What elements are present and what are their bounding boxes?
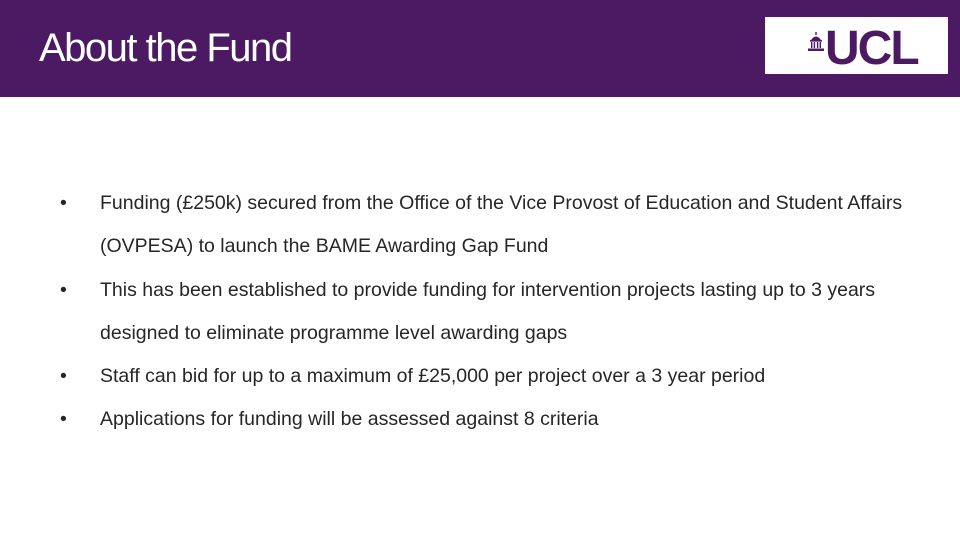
bullet-text: Applications for funding will be assessed against 8 criteria — [100, 408, 599, 431]
logo-text: UCL — [825, 22, 918, 75]
bullet-marker: • — [60, 365, 67, 388]
bullet-item — [60, 398, 920, 441]
bullet-marker: • — [60, 278, 67, 301]
slide-header — [0, 0, 960, 97]
bullet-item — [60, 269, 920, 356]
bullet-marker: • — [60, 408, 67, 431]
portico-icon — [807, 32, 825, 52]
bullet-item — [60, 182, 920, 269]
bullet-text: This has been established to provide funding for intervention projects lasting up to 3 years designed to eliminate programme level awarding gaps — [100, 278, 876, 344]
ucl-logo — [765, 17, 948, 74]
bullet-text: Funding (£250k) secured from the Office of the Vice Provost of Education and Student Affairs (OVPESA) to launch the BAME Awarding Gap Fund — [100, 192, 903, 258]
bullet-list — [60, 182, 920, 442]
bullet-item — [60, 355, 920, 398]
slide-title: About the Fund — [39, 26, 292, 70]
bullet-marker: • — [60, 192, 67, 214]
bullet-text: Staff can bid for up to a maximum of £25,000 per project over a 3 year period — [100, 365, 766, 388]
